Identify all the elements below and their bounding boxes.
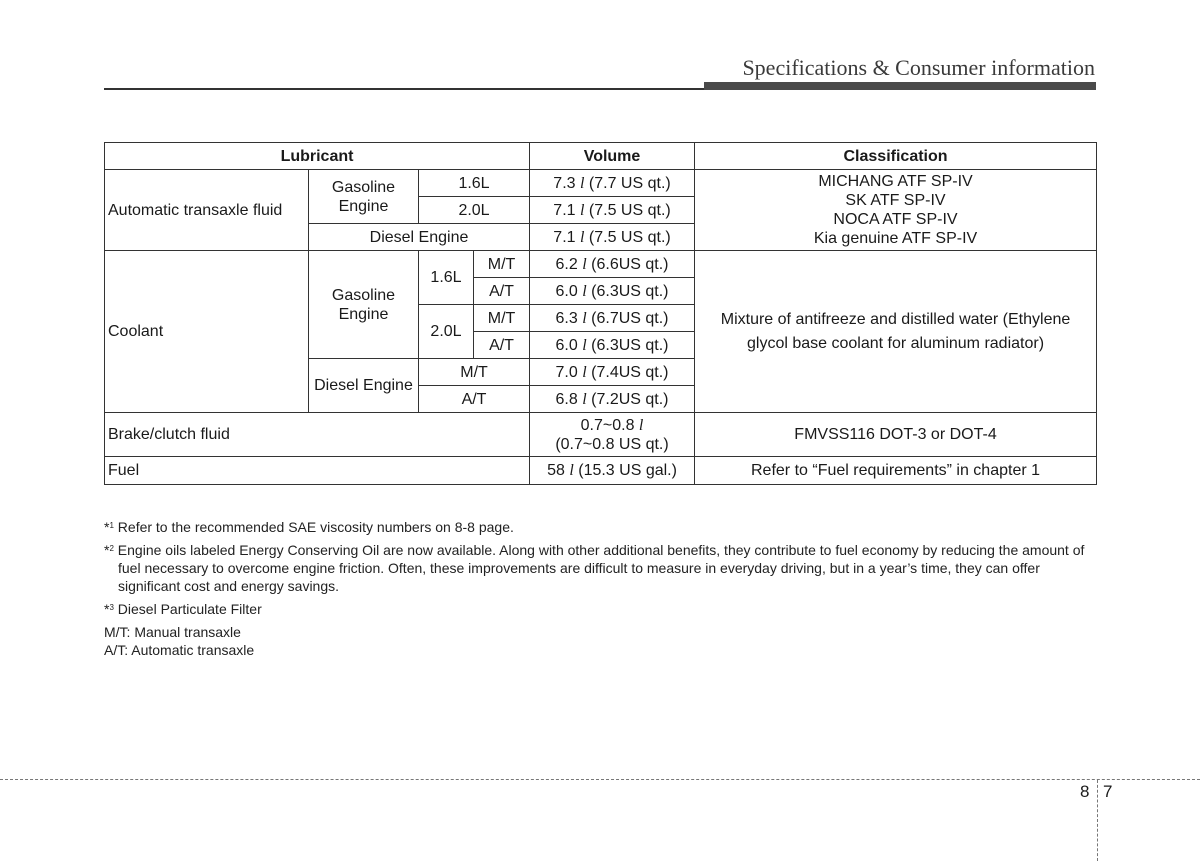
liter-symbol: l (580, 174, 585, 192)
coolant-trans: M/T (474, 305, 530, 332)
liter-symbol: l (582, 282, 587, 300)
volume-liters: 6.3 (555, 309, 578, 327)
fuel-label: Fuel (105, 457, 530, 485)
footnote-text: Engine oils labeled Energy Conserving Oil are now available. Along with other additional benefits, they contribute to fuel economy by reducing the amount of fuel necessary to overcome engine friction. Often, these improvements are difficult to measure in everyday driving, but in a year’s time, they can offer significant cost and energy savings. (113, 542, 1085, 594)
coolant-trans: A/T (474, 332, 530, 359)
footnote-text: Refer to the recommended SAE viscosity numbers on 8-8 page. (113, 519, 514, 535)
liter-symbol: l (582, 363, 587, 381)
volume-us: (7.5 US qt.) (588, 201, 671, 219)
atf-classification-line: Kia genuine ATF SP-IV (813, 230, 978, 247)
atf-diesel-engine: Diesel Engine (309, 224, 530, 251)
volume-liters: 6.2 (555, 255, 578, 273)
atf-volume (530, 170, 695, 197)
volume-us: (7.2US qt.) (591, 390, 669, 408)
liter-symbol: l (582, 255, 587, 273)
page-number: 7 (1103, 782, 1113, 801)
atf-classification-line: NOCA ATF SP-IV (833, 211, 958, 228)
brake-volume-line (533, 416, 691, 435)
table-row (105, 413, 1097, 457)
volume-us: (15.3 US gal.) (578, 462, 677, 479)
page-number-divider (1097, 780, 1098, 861)
coolant-volume (530, 278, 695, 305)
atf-label: Automatic transaxle fluid (105, 170, 309, 251)
table-header-row (105, 143, 1097, 170)
footnote-number: 2 (109, 544, 114, 553)
header-rule-accent (704, 82, 1096, 90)
atf-volume (530, 197, 695, 224)
atf-classification (695, 170, 1097, 251)
coolant-volume (530, 386, 695, 413)
footnote-number: 1 (109, 521, 114, 530)
footnotes (104, 518, 1098, 659)
abbreviation-mt: M/T: Manual transaxle (104, 624, 241, 640)
table-row (105, 170, 1097, 197)
liter-symbol: l (582, 336, 587, 354)
liter-symbol: l (582, 309, 587, 327)
volume-liters: 58 (547, 462, 565, 479)
atf-volume (530, 224, 695, 251)
coolant-trans: A/T (474, 278, 530, 305)
volume-us: (6.6US qt.) (591, 255, 669, 273)
atf-classification-line: SK ATF SP-IV (845, 192, 946, 209)
liter-symbol: l (638, 416, 644, 434)
table-row (105, 251, 1097, 278)
coolant-trans: M/T (474, 251, 530, 278)
liter-symbol: l (580, 201, 585, 219)
coolant-volume (530, 305, 695, 332)
abbreviation-at: A/T: Automatic transaxle (104, 642, 255, 658)
footnote (104, 541, 1098, 595)
liter-symbol: l (569, 462, 574, 479)
coolant-volume (530, 359, 695, 386)
volume-liters: 7.1 (553, 201, 576, 219)
volume-liters: 6.8 (555, 390, 578, 408)
brake-volume (530, 413, 695, 457)
volume-us: (7.4US qt.) (591, 363, 669, 381)
atf-classification-line: MICHANG ATF SP-IV (818, 173, 973, 190)
brake-classification: FMVSS116 DOT-3 or DOT-4 (695, 413, 1097, 457)
coolant-size: 2.0L (419, 305, 474, 359)
volume-us: (7.5 US qt.) (588, 228, 671, 246)
footnote-text: Diesel Particulate Filter (113, 601, 262, 617)
volume-liters: 7.0 (555, 363, 578, 381)
volume-us: (6.3US qt.) (591, 336, 669, 354)
footnote-number: 3 (109, 603, 114, 612)
coolant-size: 1.6L (419, 251, 474, 305)
volume-us: (7.7 US qt.) (588, 174, 671, 192)
header-volume: Volume (530, 143, 695, 170)
fuel-classification: Refer to “Fuel requirements” in chapter 1 (695, 457, 1097, 485)
coolant-gasoline-engine: Gasoline Engine (309, 251, 419, 359)
atf-size: 2.0L (419, 197, 530, 224)
header-classification: Classification (695, 143, 1097, 170)
coolant-label: Coolant (105, 251, 309, 413)
volume-us: (0.7~0.8 US qt.) (555, 435, 669, 453)
coolant-trans: M/T (419, 359, 530, 386)
volume-liters: 6.0 (555, 336, 578, 354)
atf-gasoline-engine: Gasoline Engine (309, 170, 419, 224)
fuel-volume (530, 457, 695, 485)
footnote-mark: * (104, 519, 110, 535)
footnote-mark: * (104, 601, 110, 617)
atf-size: 1.6L (419, 170, 530, 197)
header-lubricant: Lubricant (105, 143, 530, 170)
footnote-mark: * (104, 542, 110, 558)
chapter-number: 8 (1080, 782, 1090, 801)
coolant-volume (530, 251, 695, 278)
liter-symbol: l (582, 390, 587, 408)
coolant-diesel-engine: Diesel Engine (309, 359, 419, 413)
lubricant-specification-table (104, 142, 1097, 485)
volume-us: (6.3US qt.) (591, 282, 669, 300)
coolant-classification: Mixture of antifreeze and distilled water (Ethylene glycol base coolant for aluminum radiator) (695, 251, 1097, 413)
coolant-trans: A/T (419, 386, 530, 413)
brake-label: Brake/clutch fluid (105, 413, 530, 457)
volume-us: (6.7US qt.) (591, 309, 669, 327)
page-header-title: Specifications & Consumer information (742, 55, 1095, 80)
table-row (105, 457, 1097, 485)
coolant-volume (530, 332, 695, 359)
volume-liters: 7.1 (553, 228, 576, 246)
footnote (104, 518, 1098, 536)
volume-liters: 7.3 (553, 174, 576, 192)
volume-liters: 6.0 (555, 282, 578, 300)
footnote (104, 600, 1098, 618)
volume-liters: 0.7~0.8 (580, 416, 635, 434)
liter-symbol: l (580, 228, 585, 246)
footer-divider (0, 779, 1200, 780)
